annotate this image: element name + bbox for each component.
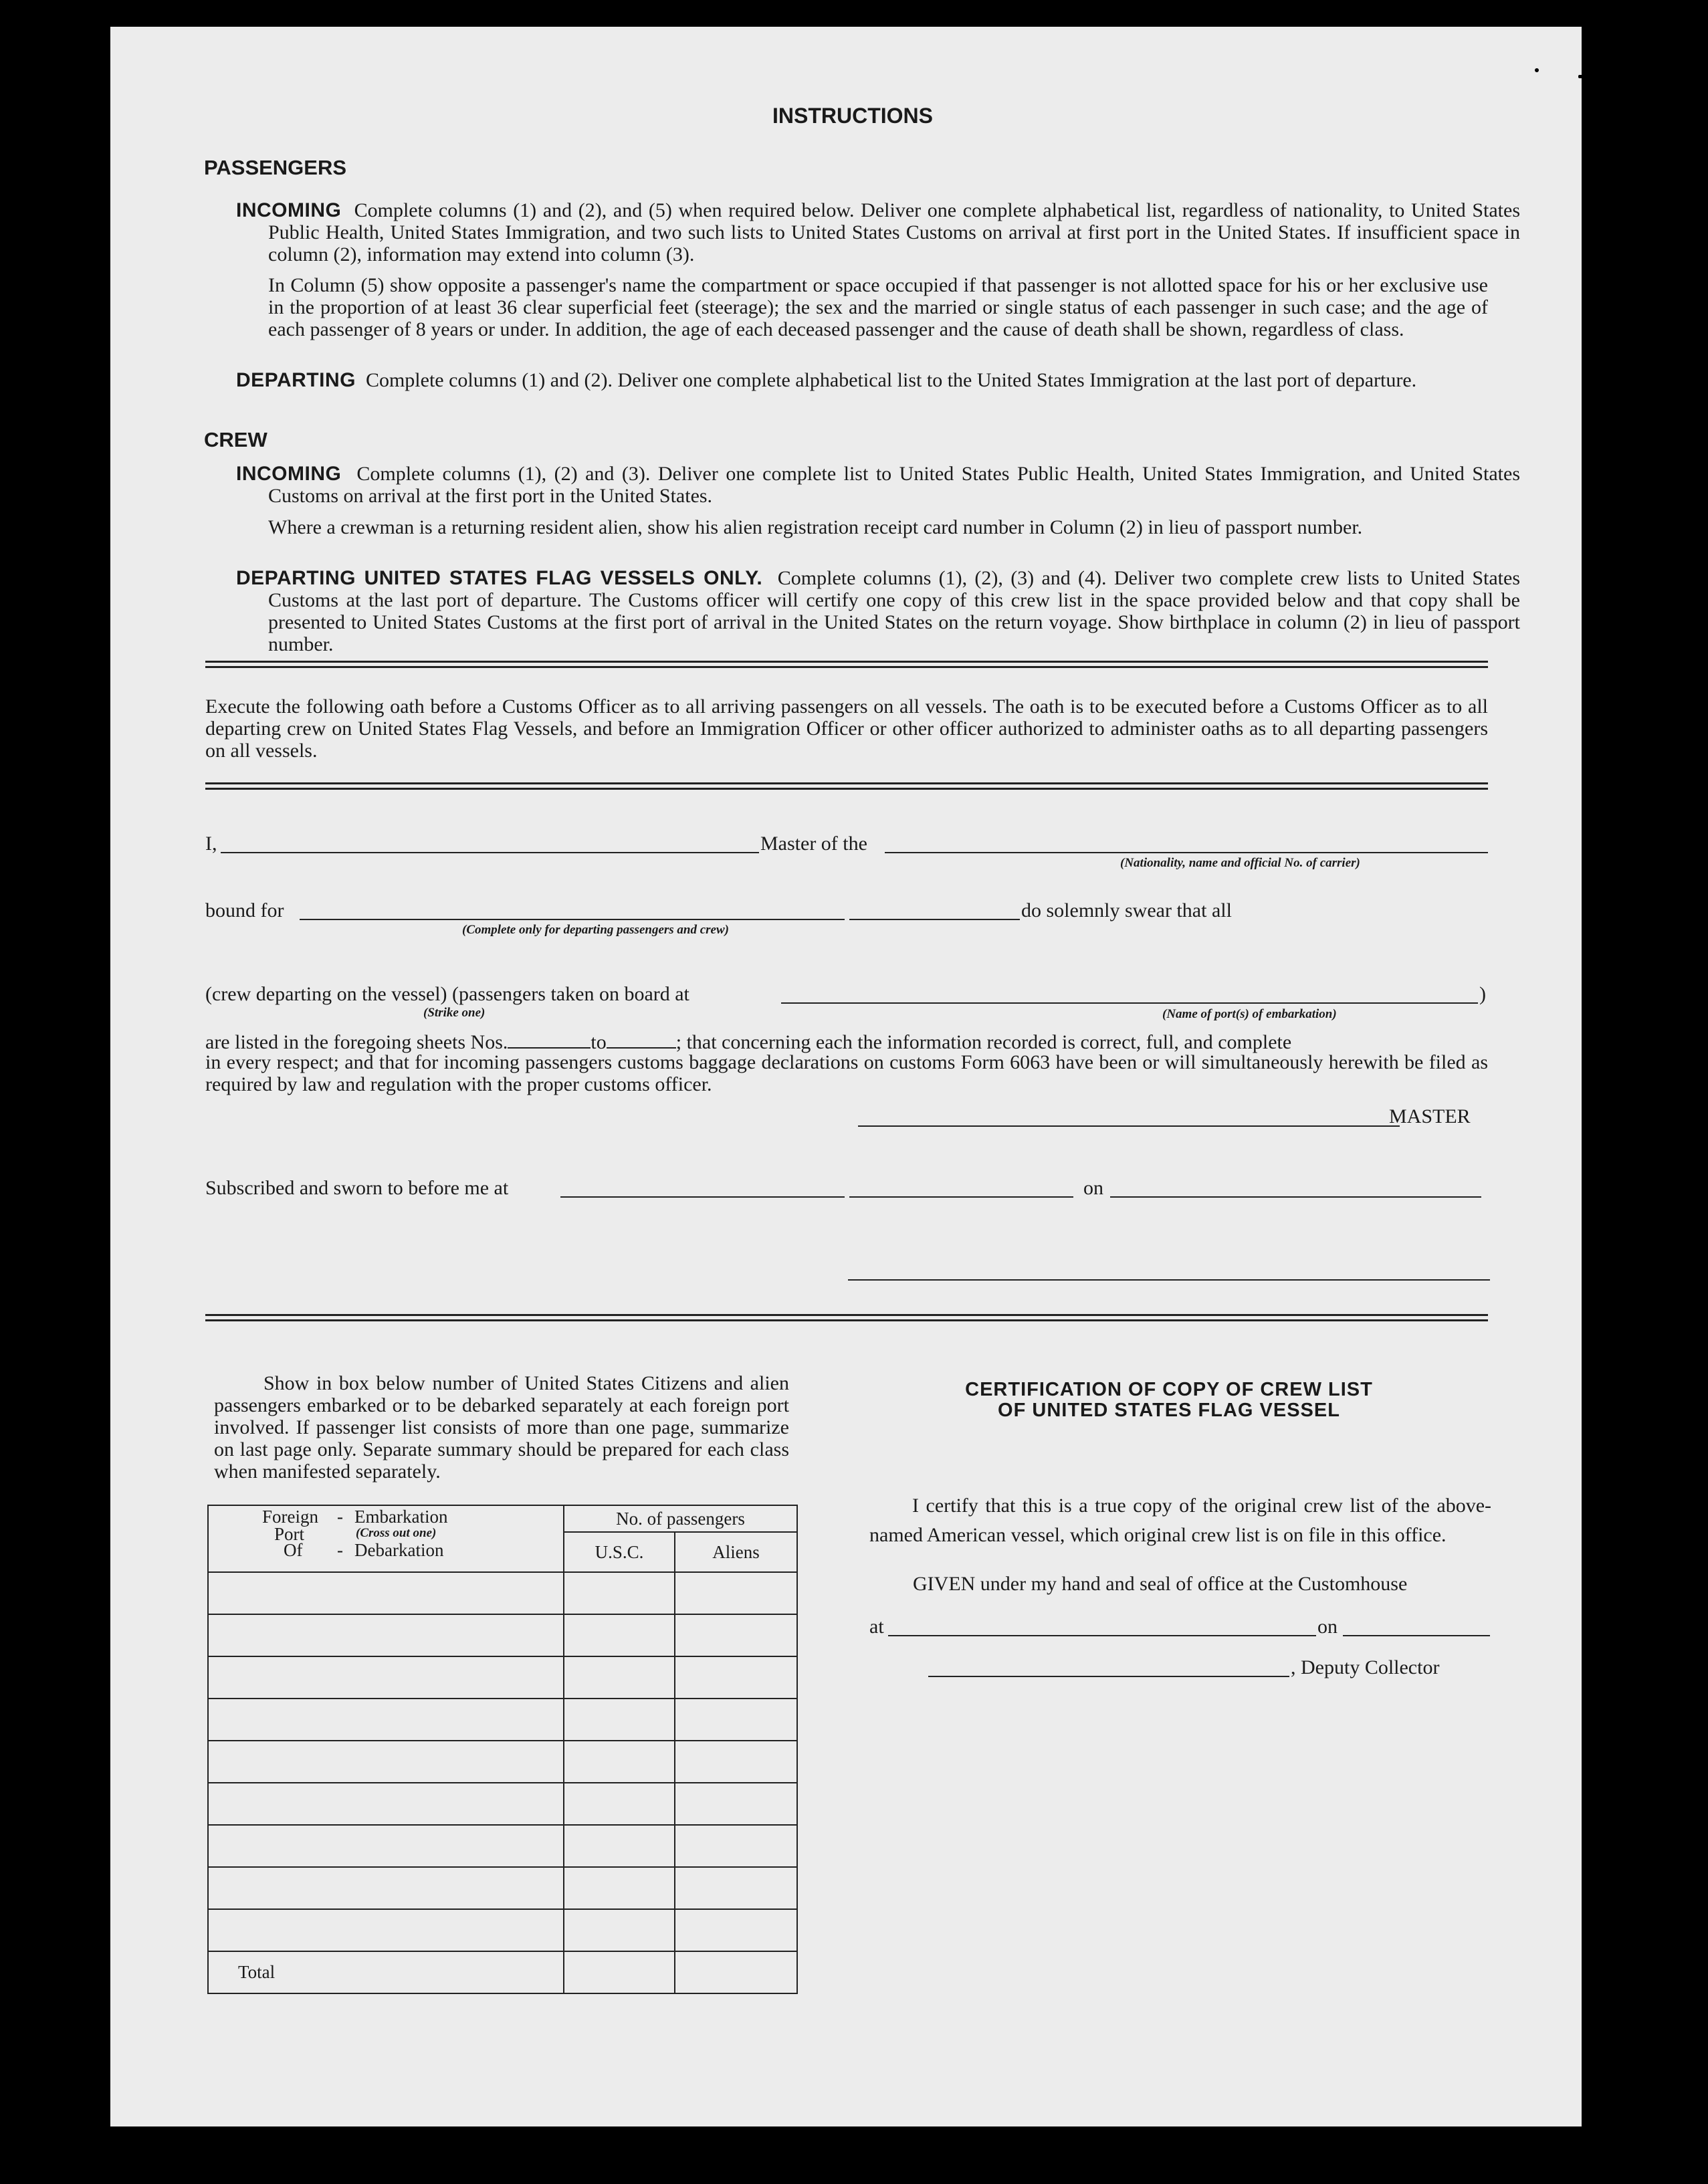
port-header-cell [208, 1505, 564, 1572]
usc-cell[interactable] [564, 1656, 675, 1699]
oath-i-label: I, [205, 833, 217, 855]
sworn-place-line-2[interactable] [849, 1196, 1073, 1198]
cert-at-label: at [869, 1616, 884, 1638]
master-label: MASTER [1389, 1105, 1471, 1127]
crew-incoming-text: Complete columns (1), (2) and (3). Deliver one complete list to United States Public Health, United States Immigration, and United States Customs on arrival at the first port in the United States. [268, 463, 1521, 507]
table-row [208, 1783, 797, 1825]
deputy-collector-label: , Deputy Collector [1291, 1656, 1440, 1678]
passengers-departing-label: DEPARTING [236, 369, 356, 391]
aliens-cell[interactable] [675, 1783, 797, 1825]
port-cell[interactable] [208, 1909, 564, 1951]
passengers-departing-paragraph [236, 369, 1520, 391]
master-signature-line[interactable] [858, 1125, 1400, 1127]
scan-speck [1535, 68, 1539, 72]
certification-title-1: CERTIFICATION OF COPY OF CREW LIST [965, 1379, 1373, 1400]
col-dash-1: - [337, 1507, 343, 1527]
usc-cell[interactable] [564, 1867, 675, 1909]
listed-to-text: to [591, 1031, 607, 1053]
col-of: Of [284, 1540, 303, 1560]
master-name-line[interactable] [221, 852, 759, 853]
certification-title-2: OF UNITED STATES FLAG VESSEL [998, 1400, 1340, 1421]
usc-header: U.S.C. [564, 1532, 675, 1572]
crew-resident-paragraph: Where a crewman is a returning resident alien, show his alien registration receipt card number in Column (2) in lieu of passport number. [268, 516, 1363, 538]
usc-total-cell[interactable] [564, 1951, 675, 1993]
crew-departing-paragraph [236, 567, 1520, 655]
listed-continuation: in every respect; and that for incoming passengers customs baggage declarations on customs Form 6063 have been or will simultaneously herewith be filed as required by law and regulation with the proper customs officer. [205, 1051, 1488, 1095]
port-cell[interactable] [208, 1572, 564, 1614]
summary-instruction: Show in box below number of United States Citizens and alien passengers embarked or to be debarked separately at each foreign port involved. If passenger list consists of more than one page, summarize on last page only. Separate summary should be prepared for each class when manifested separately. [214, 1372, 789, 1483]
table-row [208, 1572, 797, 1614]
listed-a-text: are listed in the foregoing sheets Nos. [205, 1031, 508, 1053]
listed-line [205, 1030, 1488, 1053]
strike-one-caption: (Strike one) [423, 1006, 486, 1020]
crew-incoming-paragraph [236, 463, 1520, 507]
passengers-column5-paragraph: In Column (5) show opposite a passenger's name the compartment or space occupied if that passenger is not allotted space for his or her exclusive use in the proportion of at least 36 clear superficial feet (steerage); the sex and the married or single status of each passenger in such case; and the age of each passenger of 8 years or under. In addition, the age of each deceased passenger and the cause of death shall be shown, regardless of class. [268, 274, 1488, 340]
cert-date-line[interactable] [1343, 1635, 1490, 1636]
table-row [208, 1909, 797, 1951]
usc-cell[interactable] [564, 1825, 675, 1867]
passengers-heading: PASSENGERS [204, 156, 347, 179]
bottom-divider [205, 1314, 1488, 1321]
crew-departing-text: Complete columns (1), (2), (3) and (4). Deliver two complete crew lists to United States Customs at the last port of departure. The Customs officer will certify one copy of this crew list in the space provided below and that copy shall be presented to United States Customs at the first port of arrival in the United States on the return voyage. Show birthplace in column (2) in lieu of passport number. [268, 567, 1520, 655]
cert-place-line[interactable] [888, 1635, 1316, 1636]
sworn-place-line[interactable] [560, 1196, 845, 1198]
no-passengers-header: No. of passengers [564, 1505, 797, 1532]
nationality-caption: (Nationality, name and official No. of carrier) [1120, 856, 1360, 870]
form-sheet [110, 27, 1582, 2126]
passengers-departing-text: Complete columns (1) and (2). Deliver one complete alphabetical list to the United States Immigration at the last port of departure. [365, 369, 1417, 391]
crew-incoming-label: INCOMING [236, 463, 342, 485]
aliens-cell[interactable] [675, 1867, 797, 1909]
passengers-incoming-label: INCOMING [236, 199, 342, 221]
given-text: GIVEN under my hand and seal of office at the Customhouse [913, 1573, 1408, 1595]
passenger-summary-table [207, 1505, 798, 1994]
crew-passengers-label: (crew departing on the vessel) (passengers taken on board at [205, 983, 689, 1005]
col-port: Port [274, 1524, 305, 1544]
aliens-cell[interactable] [675, 1656, 797, 1699]
sworn-on-label: on [1083, 1177, 1103, 1199]
total-row [208, 1951, 797, 1993]
table-row [208, 1699, 797, 1741]
col-dash-2: - [337, 1540, 343, 1560]
do-solemnly-label: do solemnly swear that all [1021, 899, 1232, 921]
table-row [208, 1614, 797, 1656]
aliens-total-cell[interactable] [675, 1951, 797, 1993]
scan-speck [1578, 75, 1586, 78]
aliens-cell[interactable] [675, 1825, 797, 1867]
aliens-cell[interactable] [675, 1699, 797, 1741]
table-row [208, 1867, 797, 1909]
col-debarkation: Debarkation [354, 1540, 444, 1560]
sheets-from-line[interactable] [508, 1030, 591, 1049]
sheets-to-line[interactable] [607, 1030, 676, 1049]
usc-cell[interactable] [564, 1699, 675, 1741]
port-cell[interactable] [208, 1741, 564, 1783]
port-cell[interactable] [208, 1614, 564, 1656]
page-title: INSTRUCTIONS [772, 104, 933, 128]
port-cell[interactable] [208, 1699, 564, 1741]
deputy-signature-line[interactable] [928, 1676, 1289, 1677]
bound-for-line-2[interactable] [849, 919, 1020, 920]
listed-b-text: ; that concerning each the information recorded is correct, full, and complete [675, 1031, 1292, 1053]
aliens-cell[interactable] [675, 1572, 797, 1614]
table-row [208, 1825, 797, 1867]
officer-signature-line[interactable] [848, 1279, 1490, 1281]
complete-only-caption: (Complete only for departing passengers and crew) [462, 923, 729, 937]
usc-cell[interactable] [564, 1783, 675, 1825]
master-of-the-label: Master of the [760, 833, 867, 855]
passengers-incoming-paragraph [236, 199, 1520, 265]
aliens-cell[interactable] [675, 1909, 797, 1951]
close-paren: ) [1479, 983, 1486, 1005]
section-divider [205, 661, 1488, 668]
port-cell[interactable] [208, 1867, 564, 1909]
carrier-line[interactable] [885, 852, 1488, 853]
cert-on-label: on [1317, 1616, 1338, 1638]
usc-cell[interactable] [564, 1614, 675, 1656]
port-cell[interactable] [208, 1656, 564, 1699]
embarkation-port-line[interactable] [781, 1002, 1478, 1004]
scan-speck [1635, 70, 1661, 94]
col-cross-out: (Cross out one) [356, 1526, 437, 1540]
col-embarkation: Embarkation [354, 1507, 448, 1527]
crew-departing-label: DEPARTING UNITED STATES FLAG VESSELS ONLY. [236, 567, 763, 589]
oath-divider [205, 782, 1488, 790]
total-label: Total [208, 1951, 564, 1993]
certify-text: I certify that this is a true copy of the original crew list of the above-named American vessel, which original crew list is on file in this office. [869, 1495, 1491, 1546]
passengers-incoming-text: Complete columns (1) and (2), and (5) when required below. Deliver one complete alphabetical list, regardless of nationality, to United States Public Health, United States Immigration, and two such lists to United States Customs on arrival at first port in the United States. If insufficient space in column (2), information may extend into column (3). [268, 199, 1520, 265]
table-row [208, 1656, 797, 1699]
oath-instruction: Execute the following oath before a Customs Officer as to all arriving passengers on all vessels. The oath is to be executed before a Customs Officer as to all departing crew on United States Flag Vessels, and before an Immigration Officer or other officer authorized to administer oaths as to all departing passengers on all vessels. [205, 695, 1488, 762]
aliens-cell[interactable] [675, 1614, 797, 1656]
col-foreign: Foreign [262, 1507, 318, 1527]
port-cell[interactable] [208, 1783, 564, 1825]
table-row [208, 1741, 797, 1783]
usc-cell[interactable] [564, 1572, 675, 1614]
scan-speck [1598, 139, 1621, 162]
subscribed-label: Subscribed and sworn to before me at [205, 1177, 509, 1199]
ports-caption: (Name of port(s) of embarkation) [1162, 1007, 1337, 1021]
bound-for-line[interactable] [300, 919, 845, 920]
crew-heading: CREW [204, 428, 268, 451]
usc-cell[interactable] [564, 1909, 675, 1951]
usc-cell[interactable] [564, 1741, 675, 1783]
port-cell[interactable] [208, 1825, 564, 1867]
sworn-date-line[interactable] [1110, 1196, 1481, 1198]
aliens-header: Aliens [675, 1532, 797, 1572]
bound-for-label: bound for [205, 899, 284, 921]
aliens-cell[interactable] [675, 1741, 797, 1783]
